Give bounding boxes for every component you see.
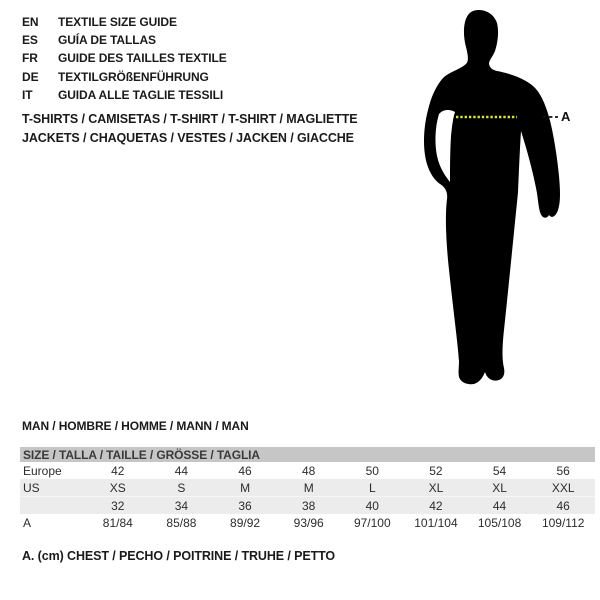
size-cell: L	[368, 480, 376, 495]
measure-label-a: A	[561, 109, 571, 124]
size-table-grid	[20, 447, 595, 531]
row-label	[20, 497, 86, 515]
size-table	[20, 447, 595, 531]
row-label: A	[23, 515, 32, 530]
size-cell: 97/100	[353, 515, 391, 530]
size-cell: 48	[302, 463, 316, 478]
language-row-en	[22, 13, 227, 31]
language-guide-list	[22, 13, 227, 104]
language-code: FR	[22, 51, 38, 66]
language-row-de	[22, 68, 227, 86]
row-label: Europe	[23, 463, 62, 478]
size-cell: 42	[111, 463, 125, 478]
size-cell: 44	[174, 463, 189, 478]
size-cell: 44	[492, 498, 507, 513]
size-cell: 36	[238, 498, 252, 513]
section-title-man: MAN / HOMBRE / HOMME / MANN / MAN	[22, 419, 249, 433]
size-cell: S	[177, 480, 186, 495]
size-cell: 85/88	[166, 515, 197, 530]
row-label: US	[23, 480, 40, 495]
man-silhouette-figure	[390, 0, 600, 400]
size-cell: 50	[365, 463, 379, 478]
size-cell: 34	[174, 498, 189, 513]
size-cell: 42	[429, 498, 443, 513]
language-code: EN	[22, 15, 39, 29]
language-label: GUIDE DES TAILLES TEXTILE	[58, 51, 227, 66]
size-cell: XXL	[551, 480, 575, 495]
size-table-header: SIZE / TALLA / TAILLE / GRÖSSE / TAGLIA	[20, 447, 595, 462]
size-cell: M	[303, 480, 314, 495]
size-cell: 56	[556, 463, 570, 478]
category-line-jackets: JACKETS / CHAQUETAS / VESTES / JACKEN / GIACCHE	[22, 131, 354, 145]
language-row-es	[22, 31, 227, 49]
language-label: TEXTILE SIZE GUIDE	[58, 15, 177, 29]
size-table-header-row	[20, 447, 595, 462]
size-cell: 105/108	[477, 515, 522, 530]
size-cell: 46	[238, 463, 252, 478]
language-row-it	[22, 86, 227, 104]
size-cell: XL	[492, 480, 507, 495]
table-row-us	[20, 479, 595, 497]
chest-footnote: A. (cm) CHEST / PECHO / POITRINE / TRUHE / PETTO	[22, 549, 336, 563]
man-silhouette-shape	[424, 10, 560, 384]
size-cell: XS	[109, 480, 126, 495]
language-code: IT	[22, 87, 33, 102]
size-cell: M	[240, 480, 251, 495]
man-silhouette-svg	[390, 0, 600, 400]
language-label: TEXTILGRÖßENFÜHRUNG	[58, 69, 209, 84]
size-cell: 109/112	[541, 515, 585, 530]
table-row-europe	[20, 462, 595, 479]
language-code: ES	[22, 33, 38, 48]
size-cell: 54	[492, 463, 507, 478]
language-code: DE	[22, 69, 39, 84]
size-cell: 52	[429, 463, 443, 478]
size-cell: 89/92	[230, 515, 261, 530]
language-label: GUÍA DE TALLAS	[58, 33, 156, 48]
size-cell: 38	[302, 498, 316, 513]
size-cell: 81/84	[102, 515, 133, 530]
size-cell: XL	[428, 480, 444, 495]
category-line-tshirts: T-SHIRTS / CAMISETAS / T-SHIRT / T-SHIRT / MAGLIETTE	[22, 112, 358, 126]
size-cell: 40	[365, 498, 379, 513]
language-label: GUIDA ALLE TAGLIE TESSILI	[58, 87, 224, 102]
garment-categories	[22, 110, 358, 148]
table-row-numeric	[20, 497, 595, 515]
language-row-fr	[22, 49, 227, 67]
size-cell: 32	[111, 498, 125, 513]
size-cell: 101/104	[414, 515, 458, 530]
size-cell: 93/96	[293, 515, 324, 530]
table-row-chest-cm	[20, 514, 595, 531]
size-cell: 46	[556, 498, 570, 513]
